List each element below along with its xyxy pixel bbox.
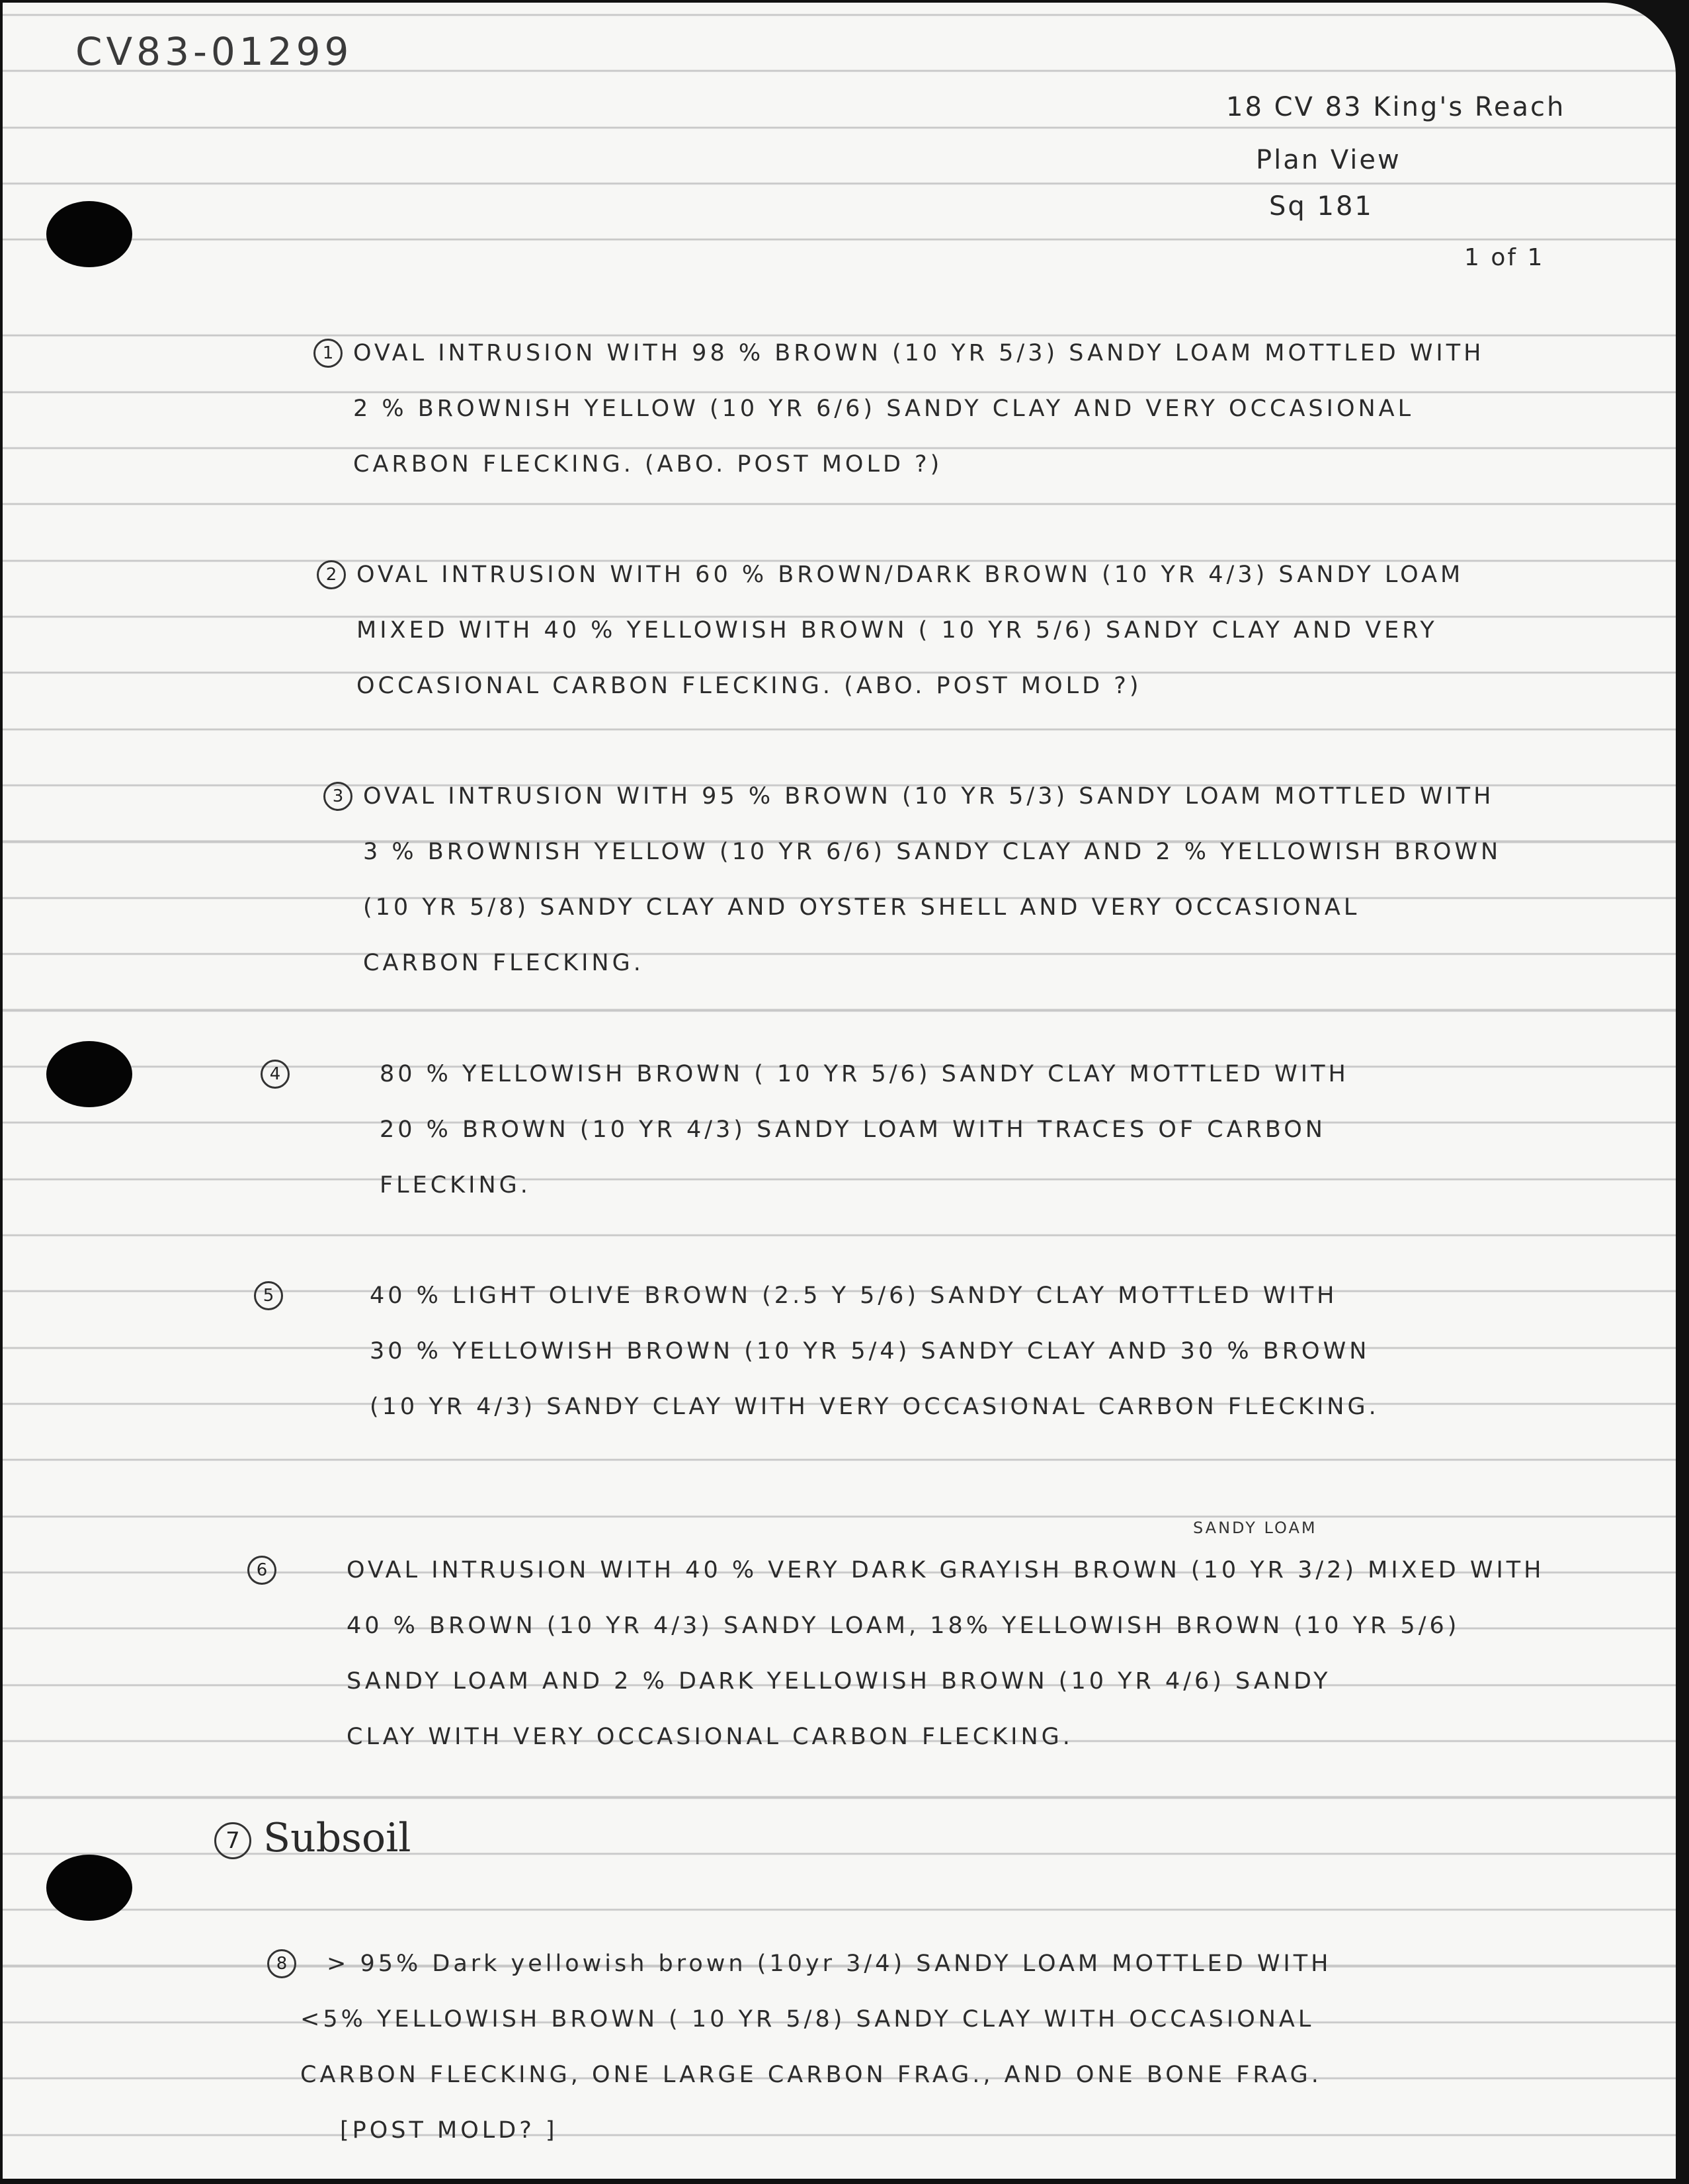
notebook-page: [3, 3, 1676, 2179]
entry-line: 20 % BROWN (10 YR 4/3) SANDY LOAM WITH TRACES OF CARBON: [380, 1116, 1326, 1143]
entry-line: MIXED WITH 40 % YELLOWISH BROWN ( 10 YR 5/6) SANDY CLAY AND VERY: [356, 617, 1438, 644]
entry-line: OVAL INTRUSION WITH 98 % BROWN (10 YR 5/3) SANDY LOAM MOTTLED WITH: [353, 340, 1485, 366]
entry-line: OVAL INTRUSION WITH 40 % VERY DARK GRAYISH BROWN (10 YR 3/2) MIXED WITH: [347, 1557, 1545, 1583]
entry-2: [325, 555, 1676, 722]
entry-number: 5: [254, 1281, 283, 1310]
entry-number: 4: [261, 1060, 290, 1089]
view-label: Plan View: [1256, 145, 1401, 175]
entry-5: [263, 1276, 1676, 1443]
entry-line: 40 % BROWN (10 YR 4/3) SANDY LOAM, 18% YELLOWISH BROWN (10 YR 5/6): [347, 1613, 1460, 1639]
entry-number: 2: [317, 560, 346, 589]
entry-line: CARBON FLECKING. (ABO. POST MOLD ?): [353, 451, 943, 478]
subsoil-entry: [214, 1815, 411, 1861]
entry-line: [POST MOLD? ]: [340, 2117, 558, 2144]
insertion-note: SANDY LOAM: [1193, 1519, 1317, 1537]
entry-line: FLECKING.: [380, 1172, 531, 1198]
entry-line: SANDY LOAM AND 2 % DARK YELLOWISH BROWN (10 YR 4/6) SANDY: [347, 1668, 1331, 1695]
entry-line: > 95% Dark yellowish brown (10yr 3/4) SANDY LOAM MOTTLED WITH: [327, 1951, 1332, 1977]
entry-line: (10 YR 4/3) SANDY CLAY WITH VERY OCCASIONAL CARBON FLECKING.: [370, 1394, 1380, 1420]
entry-line: 2 % BROWNISH YELLOW (10 YR 6/6) SANDY CLAY AND VERY OCCASIONAL: [353, 396, 1415, 422]
entry-8: [276, 1944, 1676, 2166]
entry-line: (10 YR 5/8) SANDY CLAY AND OYSTER SHELL AND VERY OCCASIONAL: [363, 894, 1360, 921]
subsoil-label: Subsoil: [263, 1815, 411, 1861]
entry-line: CARBON FLECKING, ONE LARGE CARBON FRAG., AND ONE BONE FRAG.: [300, 2062, 1322, 2088]
entry-number: 7: [214, 1822, 251, 1859]
entry-number: 8: [267, 1949, 296, 1978]
site-label: 18 CV 83 King's Reach: [1226, 92, 1566, 122]
punch-hole: [46, 201, 132, 267]
entry-line: OVAL INTRUSION WITH 60 % BROWN/DARK BROWN (10 YR 4/3) SANDY LOAM: [356, 562, 1464, 588]
entry-line: 40 % LIGHT OLIVE BROWN (2.5 Y 5/6) SANDY CLAY MOTTLED WITH: [370, 1282, 1338, 1309]
punch-hole: [46, 1041, 132, 1107]
page-count: 1 of 1: [1464, 244, 1545, 271]
entry-line: 80 % YELLOWISH BROWN ( 10 YR 5/6) SANDY CLAY MOTTLED WITH: [380, 1061, 1349, 1087]
punch-hole: [46, 1855, 132, 1921]
entry-line: OCCASIONAL CARBON FLECKING. (ABO. POST MOLD ?): [356, 673, 1142, 699]
square-label: Sq 181: [1269, 191, 1374, 222]
entry-number: 1: [313, 339, 343, 368]
entry-line: OVAL INTRUSION WITH 95 % BROWN (10 YR 5/3) SANDY LOAM MOTTLED WITH: [363, 783, 1495, 810]
document-id: CV83-01299: [75, 29, 353, 74]
entry-4: [269, 1054, 1676, 1221]
entry-3: [332, 777, 1676, 999]
entry-line: <5% YELLOWISH BROWN ( 10 YR 5/8) SANDY CLAY WITH OCCASIONAL: [300, 2006, 1315, 2033]
entry-6: [256, 1550, 1676, 1773]
entry-number: 6: [247, 1556, 276, 1585]
entry-line: CARBON FLECKING.: [363, 950, 644, 976]
entry-line: 3 % BROWNISH YELLOW (10 YR 6/6) SANDY CLAY AND 2 % YELLOWISH BROWN: [363, 839, 1502, 865]
entry-line: CLAY WITH VERY OCCASIONAL CARBON FLECKING.: [347, 1724, 1073, 1750]
entry-number: 3: [323, 782, 352, 811]
entry-1: [322, 333, 1676, 500]
entry-line: 30 % YELLOWISH BROWN (10 YR 5/4) SANDY CLAY AND 30 % BROWN: [370, 1338, 1370, 1365]
